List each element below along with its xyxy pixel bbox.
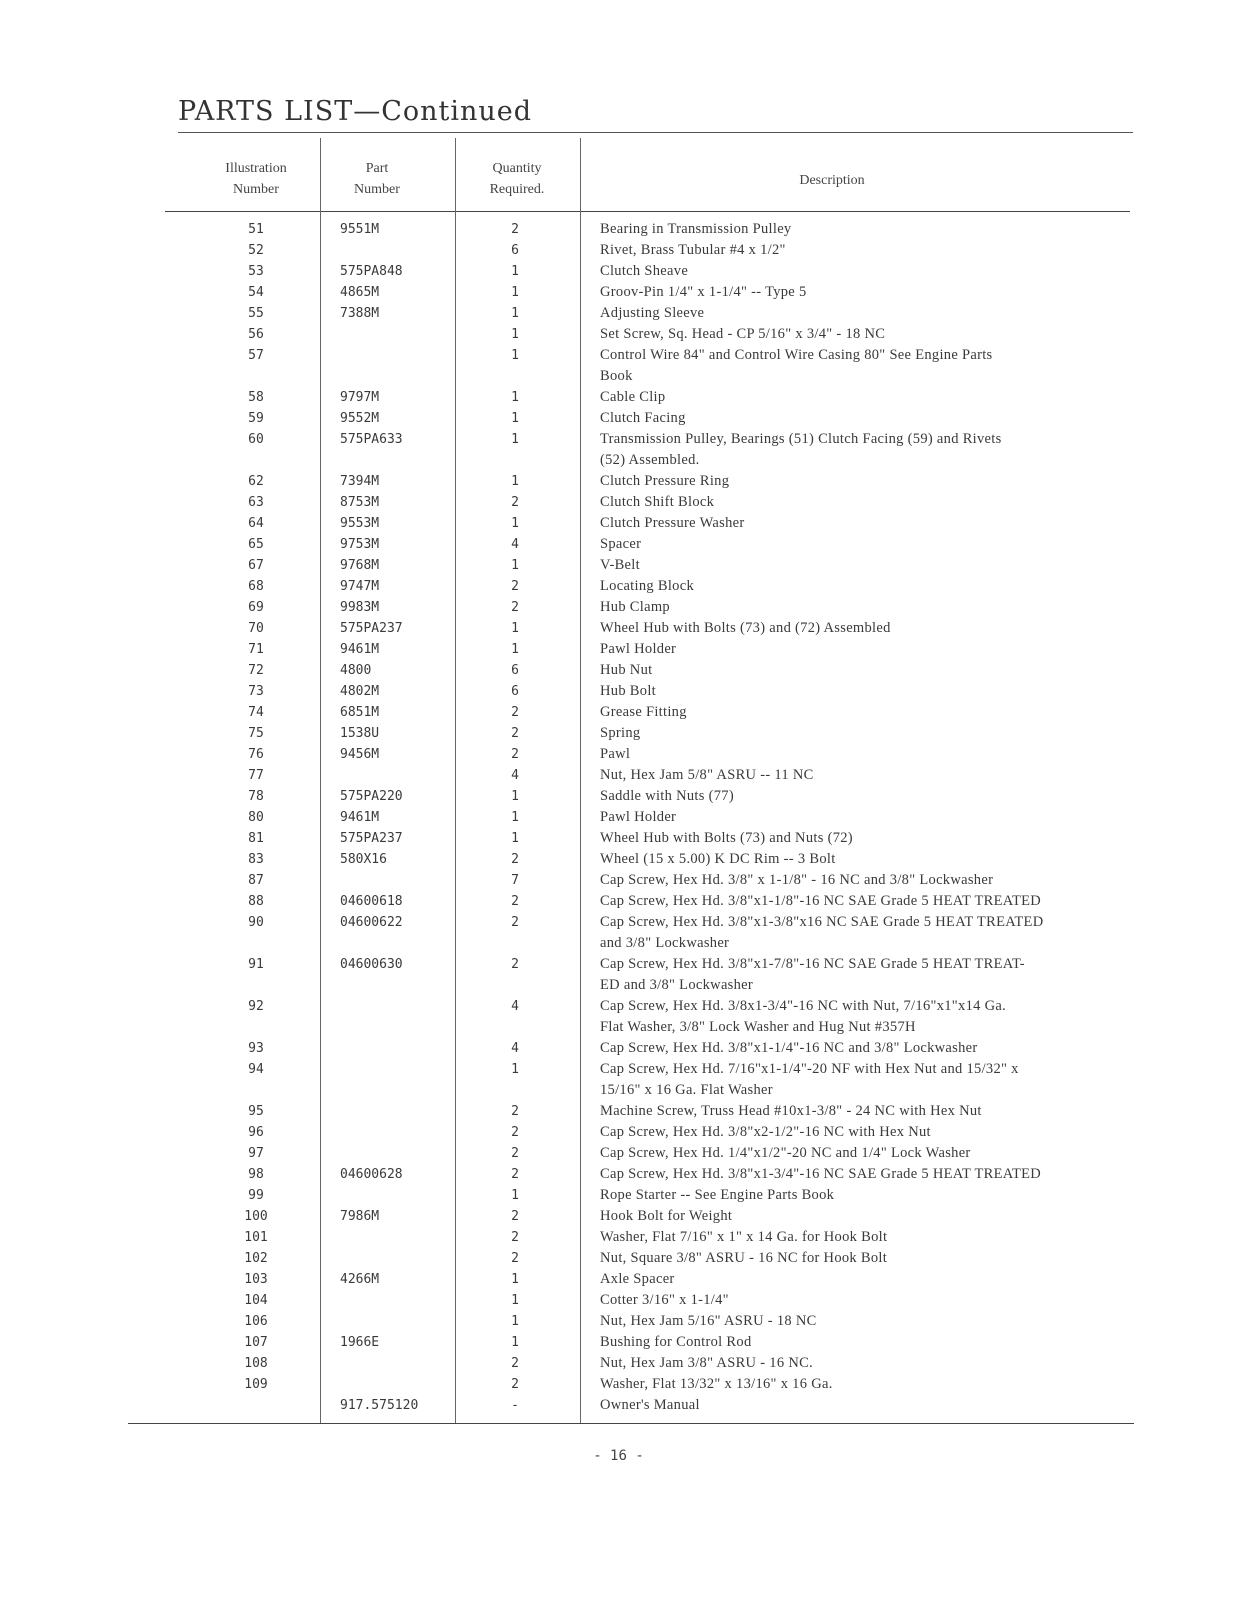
illustration-number-cell: 81 (248, 831, 264, 846)
illustration-number-cell: 93 (248, 1041, 264, 1056)
quantity-cell: 1 (511, 411, 519, 426)
quantity-cell: 6 (511, 243, 519, 258)
illustration-number-cell: 73 (248, 684, 264, 699)
header-illustration-number: Illustration Number (225, 161, 287, 197)
title-rule (178, 132, 1133, 133)
page-title: PARTS LIST—Continued (178, 96, 533, 127)
quantity-cell: 2 (511, 894, 519, 909)
part-number-cell: 7986M (340, 1209, 380, 1224)
description-cell: Bearing in Transmission Pulley (600, 221, 792, 237)
illustration-number-cell: 63 (248, 495, 264, 510)
description-cell: Rope Starter -- See Engine Parts Book (600, 1187, 835, 1203)
description-cell: Nut, Hex Jam 5/16" ASRU - 18 NC (600, 1313, 817, 1329)
illustration-number-cell: 90 (248, 915, 264, 930)
quantity-cell: 2 (511, 1125, 519, 1140)
part-number-cell: 580X16 (340, 852, 387, 867)
quantity-cell: 2 (511, 852, 519, 867)
illustration-number-cell: 52 (248, 243, 264, 258)
description-cell: Washer, Flat 13/32" x 13/16" x 16 Ga. (600, 1376, 833, 1392)
quantity-cell: 2 (511, 579, 519, 594)
quantity-cell: 2 (511, 726, 519, 741)
part-number-cell: 1538U (340, 726, 380, 741)
part-number-cell: 4865M (340, 285, 380, 300)
part-number-cell: 1966E (340, 1335, 380, 1350)
part-number-cell: 575PA237 (340, 621, 403, 636)
quantity-cell: 2 (511, 1251, 519, 1266)
quantity-cell: 2 (511, 1209, 519, 1224)
quantity-cell: 1 (511, 621, 519, 636)
illustration-number-cell: 60 (248, 432, 264, 447)
description-cell: Clutch Sheave (600, 263, 689, 279)
quantity-cell: 1 (511, 1314, 519, 1329)
description-cell: Hub Bolt (600, 683, 656, 699)
description-cell: Grease Fitting (600, 704, 687, 720)
quantity-cell: 2 (511, 1230, 519, 1245)
description-cell: Groov-Pin 1/4" x 1-1/4" -- Type 5 (600, 284, 807, 300)
illustration-number-cell: 95 (248, 1104, 264, 1119)
description-cell: Cap Screw, Hex Hd. 3/8x1-3/4"-16 NC with Nut, 7/16"x1"x14 Ga. (600, 998, 1007, 1014)
illustration-number-cell: 87 (248, 873, 264, 888)
illustration-number-cell: 106 (244, 1314, 268, 1329)
quantity-cell: 2 (511, 1167, 519, 1182)
quantity-cell: 7 (511, 873, 519, 888)
description-cell: Cotter 3/16" x 1-1/4" (600, 1292, 729, 1308)
illustration-number-cell: 64 (248, 516, 264, 531)
part-number-cell: 917.575120 (340, 1398, 419, 1413)
part-number-cell: 9461M (340, 642, 380, 657)
description-cell: Owner's Manual (600, 1397, 700, 1413)
quantity-cell: 4 (511, 1041, 519, 1056)
description-cell: Wheel Hub with Bolts (73) and (72) Assembled (600, 620, 891, 636)
illustration-number-cell: 83 (248, 852, 264, 867)
quantity-cell: 2 (511, 1356, 519, 1371)
part-number-cell: 9747M (340, 579, 380, 594)
description-cell: 15/16" x 16 Ga. Flat Washer (600, 1082, 773, 1098)
quantity-cell: 1 (511, 474, 519, 489)
illustration-number-cell: 72 (248, 663, 264, 678)
description-cell: Cap Screw, Hex Hd. 3/8"x2-1/2"-16 NC with Hex Nut (600, 1124, 931, 1140)
description-cell: V-Belt (600, 557, 640, 573)
header-quantity-required: Quantity Required. (489, 161, 545, 197)
description-cell: Cap Screw, Hex Hd. 1/4"x1/2"-20 NC and 1/4" Lock Washer (600, 1145, 971, 1161)
quantity-cell: 4 (511, 999, 519, 1014)
quantity-cell: 2 (511, 1146, 519, 1161)
description-cell: Flat Washer, 3/8" Lock Washer and Hug Nut #357H (600, 1019, 916, 1035)
quantity-cell: 1 (511, 390, 519, 405)
quantity-cell: 1 (511, 264, 519, 279)
description-cell: Pawl Holder (600, 641, 677, 657)
quantity-cell: 2 (511, 705, 519, 720)
illustration-number-cell: 59 (248, 411, 264, 426)
quantity-cell: 1 (511, 1335, 519, 1350)
part-number-cell: 575PA220 (340, 789, 403, 804)
illustration-number-cell: 104 (244, 1293, 268, 1308)
quantity-cell: 2 (511, 495, 519, 510)
description-cell: Cable Clip (600, 389, 666, 405)
quantity-cell: 6 (511, 663, 519, 678)
illustration-number-cell: 78 (248, 789, 264, 804)
illustration-number-cell: 71 (248, 642, 264, 657)
illustration-number-cell: 62 (248, 474, 264, 489)
part-number-cell: 04600630 (340, 957, 403, 972)
description-cell: Wheel Hub with Bolts (73) and Nuts (72) (600, 830, 853, 846)
quantity-cell: 1 (511, 432, 519, 447)
header-rule (165, 211, 1130, 212)
quantity-cell: 2 (511, 957, 519, 972)
illustration-number-cell: 109 (244, 1377, 268, 1392)
quantity-cell: 1 (511, 789, 519, 804)
quantity-cell: 2 (511, 600, 519, 615)
illustration-number-cell: 58 (248, 390, 264, 405)
illustration-number-cell: 99 (248, 1188, 264, 1203)
description-cell: Bushing for Control Rod (600, 1334, 752, 1350)
description-cell: Cap Screw, Hex Hd. 3/8"x1-1/4"-16 NC and 3/8" Lockwasher (600, 1040, 978, 1056)
description-cell: Adjusting Sleeve (600, 305, 705, 321)
quantity-cell: 1 (511, 285, 519, 300)
illustration-number-cell: 56 (248, 327, 264, 342)
description-cell: Nut, Hex Jam 5/8" ASRU -- 11 NC (600, 767, 814, 783)
part-number-cell: 4266M (340, 1272, 380, 1287)
quantity-cell: 2 (511, 222, 519, 237)
description-cell: Pawl (600, 746, 631, 762)
description-cell: Cap Screw, Hex Hd. 3/8"x1-3/8"x16 NC SAE Grade 5 HEAT TREATED (600, 914, 1044, 930)
description-cell: Locating Block (600, 578, 694, 594)
table-bottom-rule (128, 1423, 1134, 1424)
illustration-number-cell: 102 (244, 1251, 268, 1266)
illustration-number-cell: 80 (248, 810, 264, 825)
description-cell: Cap Screw, Hex Hd. 3/8"x1-7/8"-16 NC SAE Grade 5 HEAT TREAT- (600, 956, 1025, 972)
column-divider-description (580, 138, 581, 1423)
description-cell: Hub Nut (600, 662, 653, 678)
quantity-cell: 1 (511, 810, 519, 825)
column-divider-quantity (455, 138, 456, 1423)
description-cell: Hook Bolt for Weight (600, 1208, 733, 1224)
description-cell: Transmission Pulley, Bearings (51) Clutch Facing (59) and Rivets (600, 431, 1002, 447)
description-cell: Clutch Pressure Washer (600, 515, 745, 531)
quantity-cell: 2 (511, 915, 519, 930)
illustration-number-cell: 100 (244, 1209, 268, 1224)
quantity-cell: 1 (511, 516, 519, 531)
header-part-number: Part Number (354, 161, 400, 197)
description-cell: Wheel (15 x 5.00) K DC Rim -- 3 Bolt (600, 851, 836, 867)
description-cell: and 3/8" Lockwasher (600, 935, 730, 951)
illustration-number-cell: 103 (244, 1272, 268, 1287)
page-number: - 16 - (593, 1448, 644, 1464)
description-cell: Axle Spacer (600, 1271, 675, 1287)
description-cell: Cap Screw, Hex Hd. 7/16"x1-1/4"-20 NF with Hex Nut and 15/32" x (600, 1061, 1019, 1077)
part-number-cell: 7388M (340, 306, 380, 321)
part-number-cell: 575PA633 (340, 432, 403, 447)
description-cell: (52) Assembled. (600, 452, 700, 468)
description-cell: Control Wire 84" and Control Wire Casing 80" See Engine Parts (600, 347, 993, 363)
illustration-number-cell: 107 (244, 1335, 268, 1350)
illustration-number-cell: 69 (248, 600, 264, 615)
illustration-number-cell: 101 (244, 1230, 268, 1245)
description-cell: Book (600, 368, 633, 384)
illustration-number-cell: 70 (248, 621, 264, 636)
illustration-number-cell: 53 (248, 264, 264, 279)
description-cell: Set Screw, Sq. Head - CP 5/16" x 3/4" - 18 NC (600, 326, 886, 342)
illustration-number-cell: 74 (248, 705, 264, 720)
illustration-number-cell: 51 (248, 222, 264, 237)
quantity-cell: 4 (511, 768, 519, 783)
description-cell: Nut, Hex Jam 3/8" ASRU - 16 NC. (600, 1355, 813, 1371)
description-cell: Washer, Flat 7/16" x 1" x 14 Ga. for Hook Bolt (600, 1229, 888, 1245)
quantity-cell: 1 (511, 306, 519, 321)
quantity-cell: 1 (511, 1062, 519, 1077)
part-number-cell: 9456M (340, 747, 380, 762)
illustration-number-cell: 76 (248, 747, 264, 762)
description-cell: Saddle with Nuts (77) (600, 788, 734, 804)
part-number-cell: 9797M (340, 390, 380, 405)
illustration-number-cell: 54 (248, 285, 264, 300)
description-cell: Rivet, Brass Tubular #4 x 1/2" (600, 242, 786, 258)
header-description: Description (799, 173, 865, 188)
description-cell: Spacer (600, 536, 642, 552)
part-number-cell: 04600618 (340, 894, 403, 909)
part-number-cell: 8753M (340, 495, 380, 510)
illustration-number-cell: 91 (248, 957, 264, 972)
part-number-cell: 9553M (340, 516, 380, 531)
description-cell: Pawl Holder (600, 809, 677, 825)
description-cell: Clutch Pressure Ring (600, 473, 730, 489)
quantity-cell: 1 (511, 1188, 519, 1203)
part-number-cell: 575PA237 (340, 831, 403, 846)
illustration-number-cell: 97 (248, 1146, 264, 1161)
illustration-number-cell: 98 (248, 1167, 264, 1182)
part-number-cell: 4800 (340, 663, 372, 678)
part-number-cell: 9551M (340, 222, 380, 237)
quantity-cell: 1 (511, 1272, 519, 1287)
description-cell: Clutch Facing (600, 410, 686, 426)
illustration-number-cell: 65 (248, 537, 264, 552)
description-cell: Spring (600, 725, 641, 741)
description-cell: Cap Screw, Hex Hd. 3/8"x1-1/8"-16 NC SAE Grade 5 HEAT TREATED (600, 893, 1042, 909)
part-number-cell: 9753M (340, 537, 380, 552)
illustration-number-cell: 77 (248, 768, 264, 783)
part-number-cell: 6851M (340, 705, 380, 720)
part-number-cell: 04600628 (340, 1167, 403, 1182)
quantity-cell: 6 (511, 684, 519, 699)
quantity-cell: 2 (511, 747, 519, 762)
quantity-cell: 4 (511, 537, 519, 552)
illustration-number-cell: 96 (248, 1125, 264, 1140)
part-number-cell: 4802M (340, 684, 380, 699)
illustration-number-cell: 75 (248, 726, 264, 741)
quantity-cell: 1 (511, 831, 519, 846)
description-cell: Hub Clamp (600, 599, 670, 615)
illustration-number-cell: 94 (248, 1062, 264, 1077)
description-cell: Cap Screw, Hex Hd. 3/8" x 1-1/8" - 16 NC and 3/8" Lockwasher (600, 872, 994, 888)
description-cell: Clutch Shift Block (600, 494, 715, 510)
description-cell: ED and 3/8" Lockwasher (600, 977, 754, 993)
part-number-cell: 04600622 (340, 915, 403, 930)
quantity-cell: 2 (511, 1104, 519, 1119)
quantity-cell: 1 (511, 1293, 519, 1308)
part-number-cell: 9983M (340, 600, 380, 615)
column-divider-part (320, 138, 321, 1423)
illustration-number-cell: 108 (244, 1356, 268, 1371)
quantity-cell: 1 (511, 642, 519, 657)
illustration-number-cell: 67 (248, 558, 264, 573)
quantity-cell: 1 (511, 558, 519, 573)
illustration-number-cell: 88 (248, 894, 264, 909)
quantity-cell: 2 (511, 1377, 519, 1392)
description-cell: Nut, Square 3/8" ASRU - 16 NC for Hook Bolt (600, 1250, 888, 1266)
quantity-cell: 1 (511, 348, 519, 363)
quantity-cell: 1 (511, 327, 519, 342)
part-number-cell: 9461M (340, 810, 380, 825)
illustration-number-cell: 68 (248, 579, 264, 594)
part-number-cell: 7394M (340, 474, 380, 489)
illustration-number-cell: 55 (248, 306, 264, 321)
illustration-number-cell: 92 (248, 999, 264, 1014)
description-cell: Machine Screw, Truss Head #10x1-3/8" - 24 NC with Hex Nut (600, 1103, 982, 1119)
part-number-cell: 9552M (340, 411, 380, 426)
quantity-cell: - (511, 1398, 519, 1413)
part-number-cell: 575PA848 (340, 264, 403, 279)
part-number-cell: 9768M (340, 558, 380, 573)
description-cell: Cap Screw, Hex Hd. 3/8"x1-3/4"-16 NC SAE Grade 5 HEAT TREATED (600, 1166, 1042, 1182)
illustration-number-cell: 57 (248, 348, 264, 363)
